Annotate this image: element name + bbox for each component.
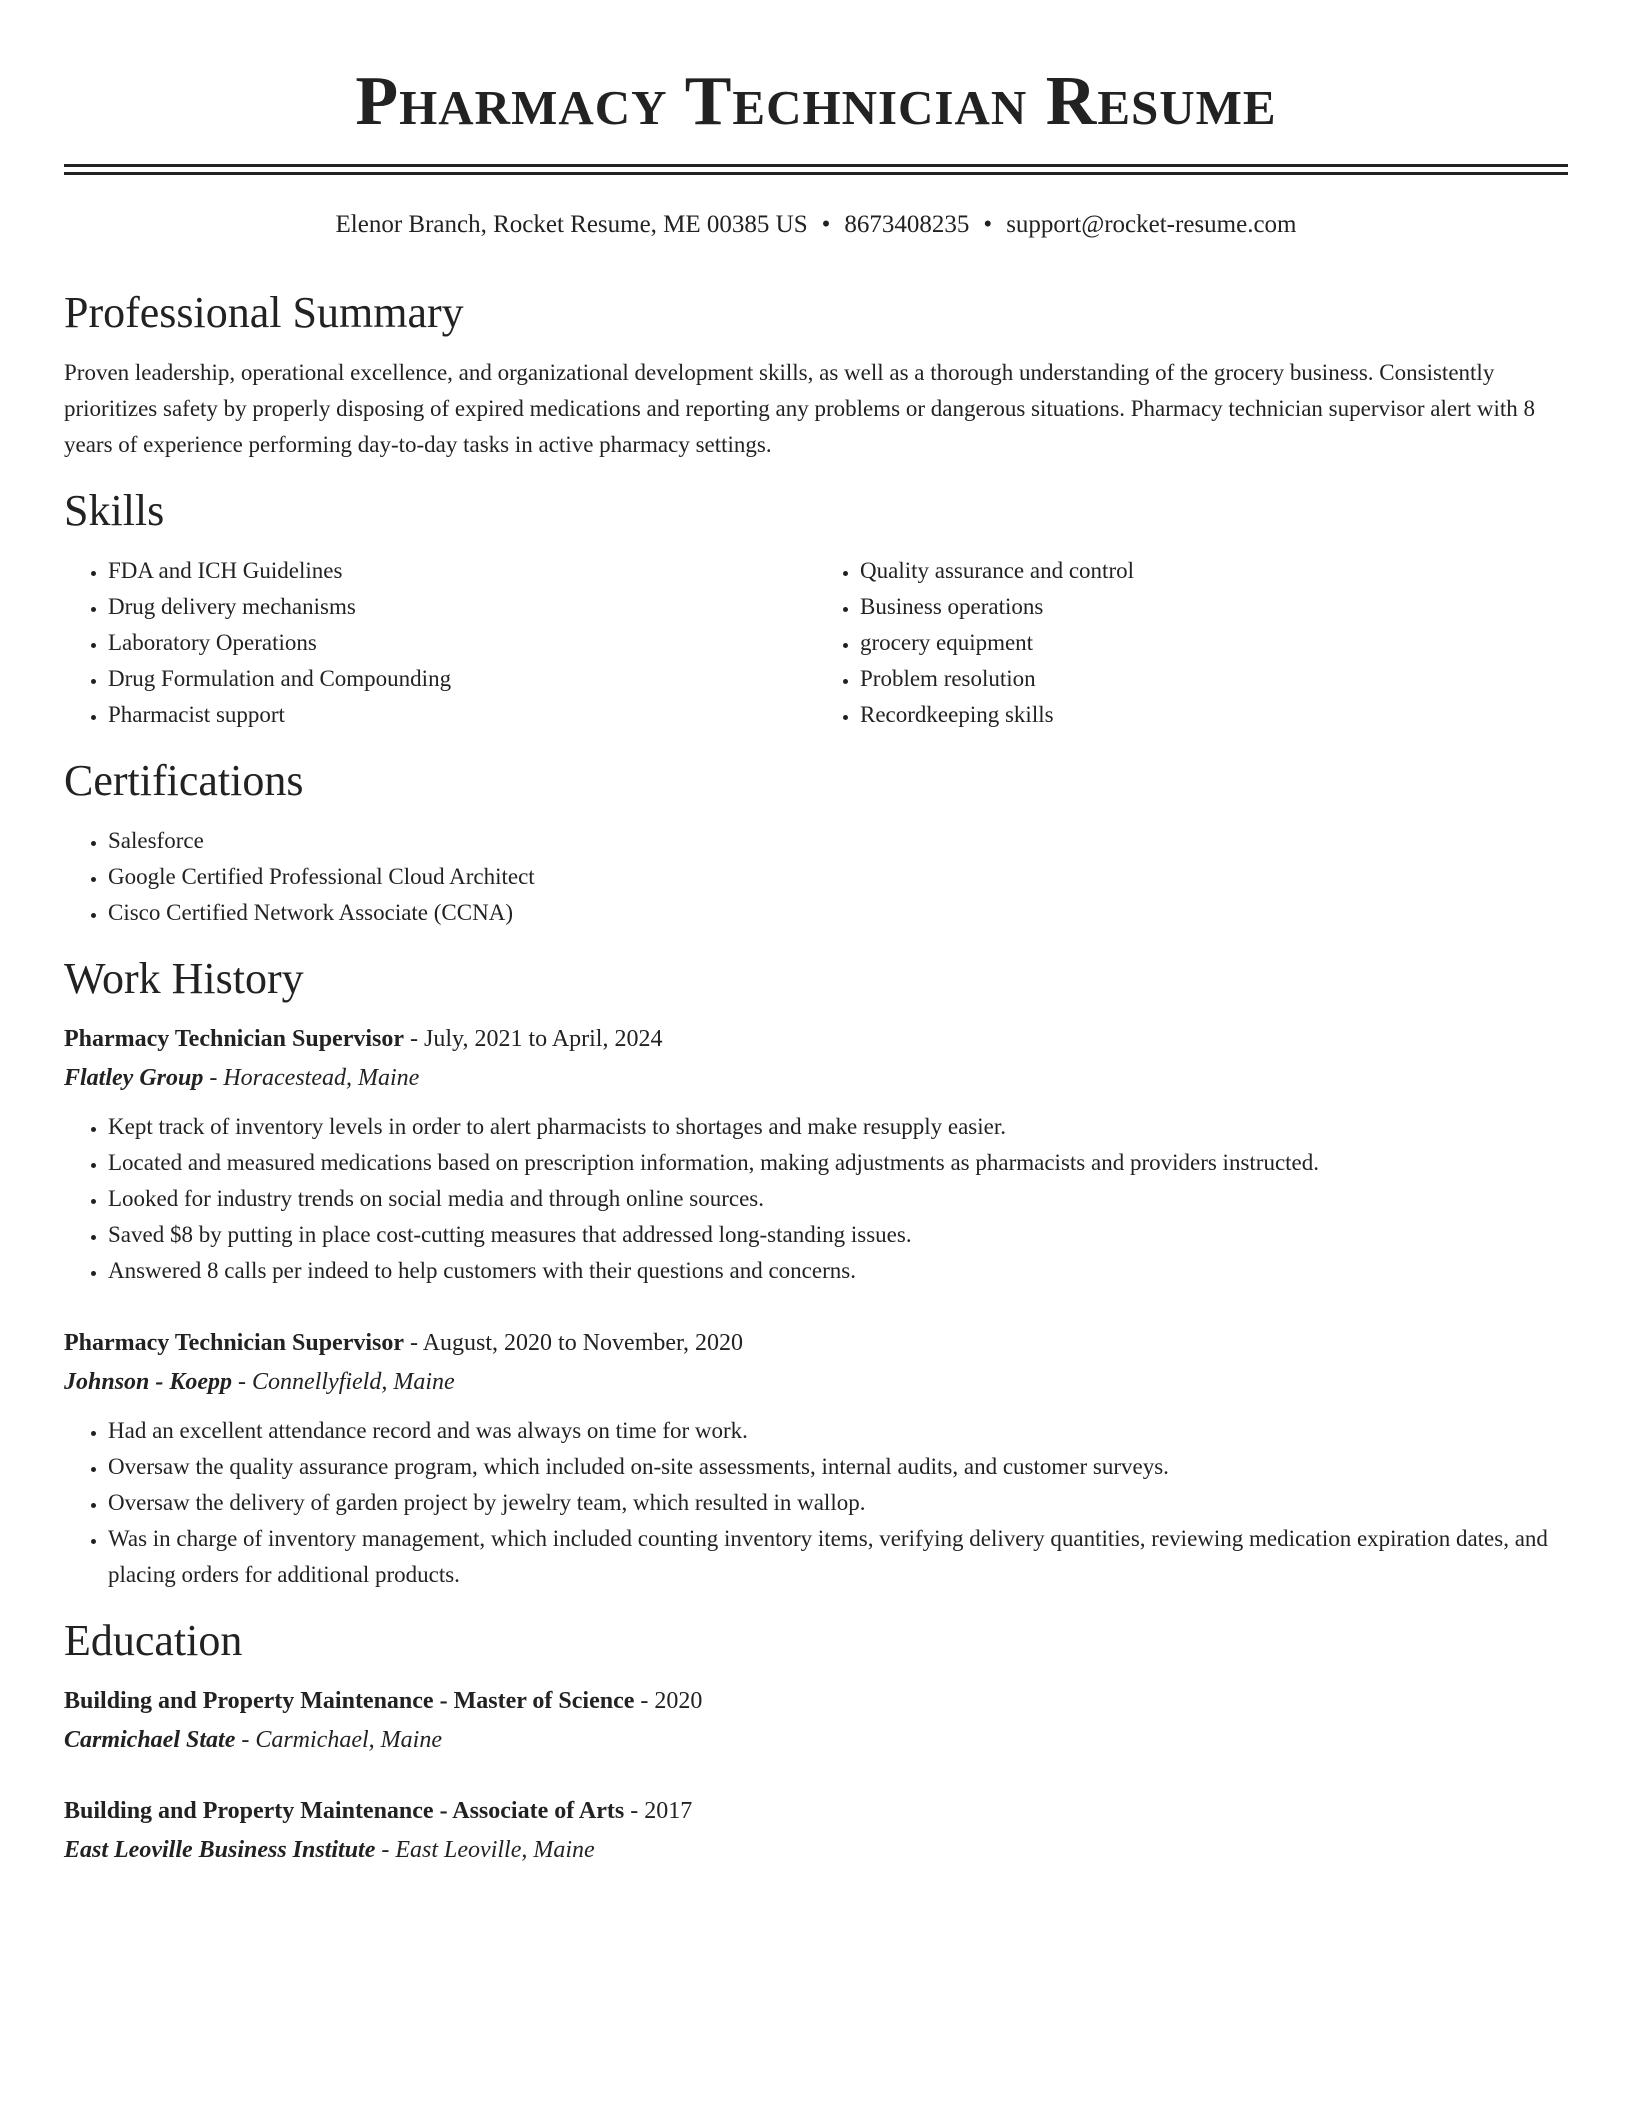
job-location: - Horacestead, Maine (203, 1065, 420, 1091)
certification-item: • Salesforce (108, 823, 1568, 859)
job-bullet: • Located and measured medications based on prescription information, making adjustments as pharmacists and providers instructed. (108, 1145, 1568, 1181)
job-dates: - August, 2020 to November, 2020 (404, 1330, 744, 1356)
skill-item: • grocery equipment (860, 625, 1568, 661)
school: Carmichael State (64, 1727, 236, 1753)
skills-grid (64, 553, 1568, 733)
job-bullet: • Had an excellent attendance record and was always on time for work. (108, 1413, 1568, 1449)
summary-section (64, 287, 1568, 463)
degree: Building and Property Maintenance - Master of Science (64, 1688, 635, 1714)
title-divider-bottom (64, 172, 1568, 175)
job-bullets (64, 1413, 1568, 1593)
skill-item: • Pharmacist support (108, 697, 816, 733)
skill-item: • FDA and ICH Guidelines (108, 553, 816, 589)
job-bullet: • Oversaw the quality assurance program, which included on-site assessments, internal audits, and customer surveys. (108, 1449, 1568, 1485)
school: East Leoville Business Institute (64, 1837, 376, 1863)
title-divider-top (64, 164, 1568, 167)
contact-line (64, 209, 1568, 241)
job-bullet: • Was in charge of inventory management, which included counting inventory items, verifying delivery quantities, reviewing medication expiration dates, and placing orders for additional products. (108, 1521, 1568, 1593)
degree-line (64, 1791, 1568, 1831)
skills-heading: Skills (64, 486, 165, 535)
job-company-line (64, 1363, 1568, 1401)
job-title-line (64, 1019, 1568, 1059)
skills-list-left (64, 553, 816, 733)
skills-section (64, 485, 1568, 733)
job-bullet: • Oversaw the delivery of garden project by jewelry team, which resulted in wallop. (108, 1485, 1568, 1521)
contact-separator: • (983, 211, 993, 238)
job-bullet: • Saved $8 by putting in place cost-cutting measures that addressed long-standing issues. (108, 1217, 1568, 1253)
certifications-heading: Certifications (64, 756, 304, 805)
contact-phone: 8673408235 (844, 211, 970, 238)
education-section (64, 1615, 1568, 1869)
job-entry (64, 1019, 1568, 1289)
summary-heading: Professional Summary (64, 288, 464, 337)
school-line (64, 1721, 1568, 1759)
skill-item: • Drug delivery mechanisms (108, 589, 816, 625)
job-bullet: • Looked for industry trends on social media and through online sources. (108, 1181, 1568, 1217)
job-bullet: • Answered 8 calls per indeed to help customers with their questions and concerns. (108, 1253, 1568, 1289)
job-bullets (64, 1109, 1568, 1289)
education-heading: Education (64, 1616, 243, 1665)
skill-item: • Drug Formulation and Compounding (108, 661, 816, 697)
summary-text: Proven leadership, operational excellence, and organizational development skills, as well as a thorough understanding of the grocery business. Consistently prioritizes safety by properly disposing of expired medications and reporting any problems or dangerous situations. Pharmacy technician supervisor alert with 8 years of experience performing day-to-day tasks in active pharmacy settings. (64, 360, 1535, 457)
skill-item: • Laboratory Operations (108, 625, 816, 661)
school-location: - Carmichael, Maine (235, 1727, 442, 1753)
work-history-heading: Work History (64, 954, 304, 1003)
job-company: Johnson - Koepp (64, 1369, 233, 1395)
degree-year: - 2020 (634, 1688, 703, 1714)
degree: Building and Property Maintenance - Associate of Arts (64, 1798, 625, 1824)
degree-line (64, 1681, 1568, 1721)
certifications-list (64, 823, 1568, 931)
job-title: Pharmacy Technician Supervisor (64, 1330, 405, 1356)
job-title: Pharmacy Technician Supervisor (64, 1026, 405, 1052)
skill-item: • Quality assurance and control (860, 553, 1568, 589)
job-location: - Connellyfield, Maine (232, 1369, 455, 1395)
skills-list-right (816, 553, 1568, 733)
job-title-line (64, 1323, 1568, 1363)
job-company: Flatley Group (64, 1065, 204, 1091)
job-bullet: • Kept track of inventory levels in order to alert pharmacists to shortages and make resupply easier. (108, 1109, 1568, 1145)
degree-year: - 2017 (624, 1798, 693, 1824)
school-location: - East Leoville, Maine (375, 1837, 595, 1863)
job-entry (64, 1323, 1568, 1593)
contact-email: support@rocket-resume.com (1006, 211, 1297, 238)
contact-separator: • (821, 211, 831, 238)
job-company-line (64, 1059, 1568, 1097)
school-line (64, 1831, 1568, 1869)
contact-address: Elenor Branch, Rocket Resume, ME 00385 US (335, 211, 808, 238)
resume-title: Pharmacy Technician Resume (355, 63, 1277, 140)
skill-item: • Recordkeeping skills (860, 697, 1568, 733)
certifications-section (64, 755, 1568, 931)
certification-item: • Google Certified Professional Cloud Architect (108, 859, 1568, 895)
job-dates: - July, 2021 to April, 2024 (404, 1026, 663, 1052)
education-entry (64, 1681, 1568, 1759)
skill-item: • Problem resolution (860, 661, 1568, 697)
work-history-section (64, 953, 1568, 1593)
certification-item: • Cisco Certified Network Associate (CCNA) (108, 895, 1568, 931)
education-entry (64, 1791, 1568, 1869)
skill-item: • Business operations (860, 589, 1568, 625)
